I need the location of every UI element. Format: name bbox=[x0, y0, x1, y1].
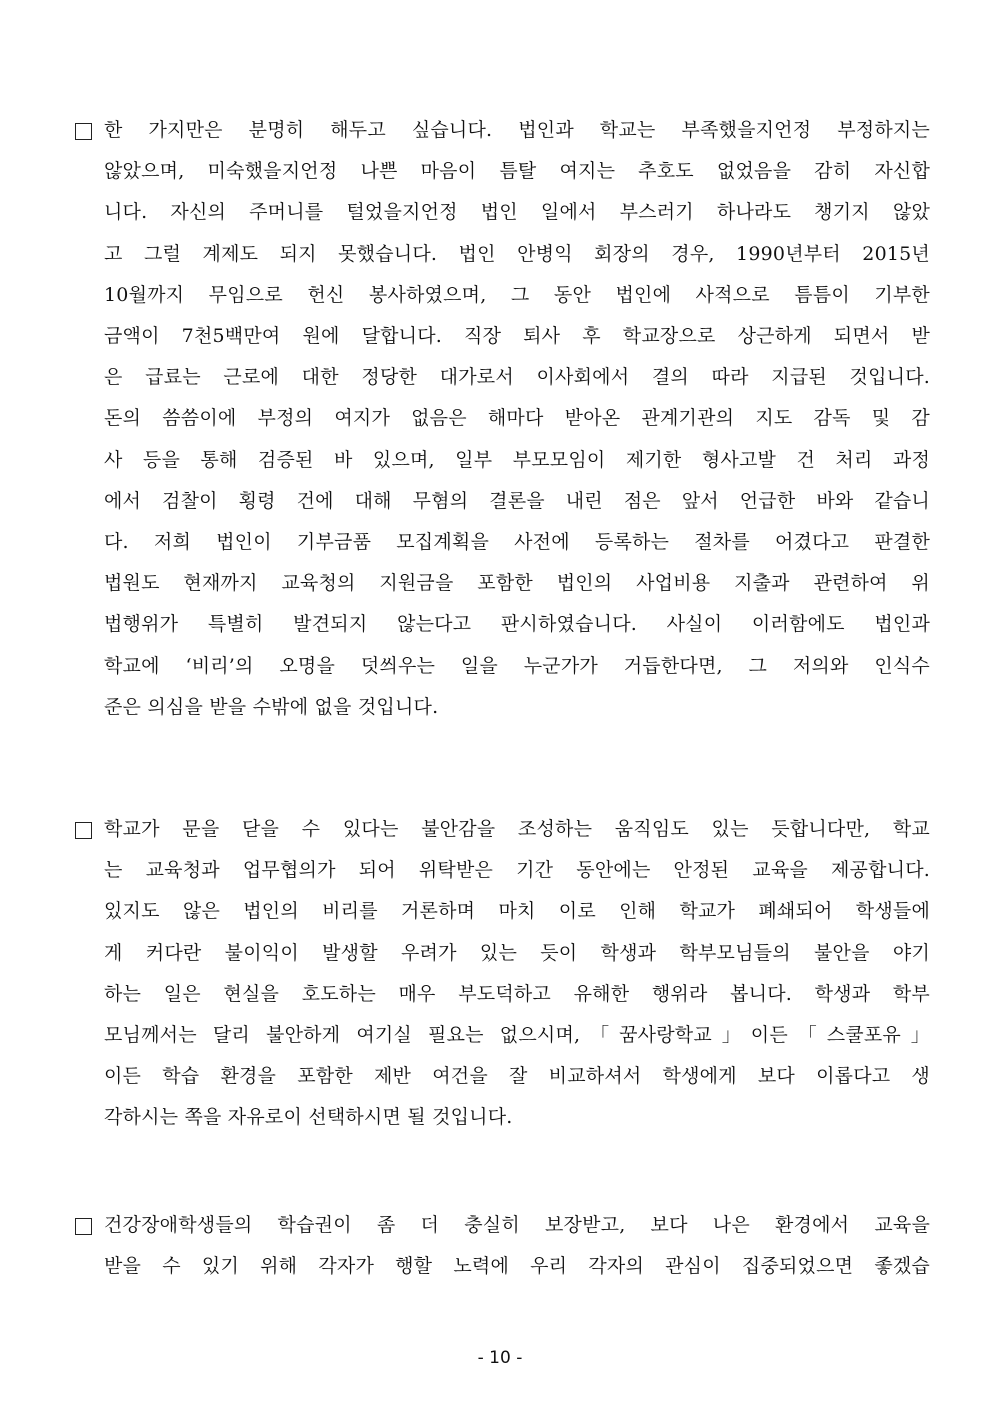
paragraph-line: 게 커다란 불이익이 발생할 우려가 있는 듯이 학생과 학부모님들의 불안을 야기 bbox=[104, 942, 931, 964]
paragraph-line: 건강장애학생들의 학습권이 좀 더 충실히 보장받고, 보다 나은 환경에서 교육을 bbox=[104, 1214, 930, 1236]
paragraph-line: 고 그럴 계제도 되지 못했습니다. 법인 안병익 회장의 경우, 1990년부터 2015년 bbox=[104, 243, 930, 265]
paragraph-line: 사 등을 통해 검증된 바 있으며, 일부 부모모임이 제기한 형사고발 건 처리 과정 bbox=[104, 449, 930, 471]
paragraph-line: 니다. 자신의 주머니를 털었을지언정 법인 일에서 부스러기 하나라도 챙기지 않았 bbox=[104, 201, 930, 223]
paragraph-line: 있지도 않은 법인의 비리를 거론하며 마치 이로 인해 학교가 폐쇄되어 학생들에 bbox=[104, 900, 931, 922]
paragraph-line: 은 급료는 근로에 대한 정당한 대가로서 이사회에서 결의 따라 지급된 것입니다. bbox=[104, 366, 930, 388]
paragraph-line: 법행위가 특별히 발견되지 않는다고 판시하였습니다. 사실이 이러함에도 법인과 bbox=[104, 613, 930, 635]
paragraph-line: 각하시는 쪽을 자유로이 선택하시면 될 것입니다. bbox=[104, 1106, 513, 1128]
paragraph-line: 한 가지만은 분명히 해두고 싶습니다. 법인과 학교는 부족했을지언정 부정하지는 bbox=[104, 119, 930, 141]
paragraph-line: 학교가 문을 닫을 수 있다는 불안감을 조성하는 움직임도 있는 듯합니다만, 학교 bbox=[104, 818, 930, 840]
page-number: - 10 - bbox=[477, 1348, 523, 1368]
paragraph-line: 받을 수 있기 위해 각자가 행할 노력에 우리 각자의 관심이 집중되었으면 좋겠습 bbox=[104, 1255, 930, 1277]
checkbox-bullet-icon bbox=[75, 1218, 92, 1235]
paragraph-line: 이든 학습 환경을 포함한 제반 여건을 잘 비교하셔서 학생에게 보다 이롭다고 생 bbox=[104, 1065, 930, 1087]
paragraph-line: 않았으며, 미숙했을지언정 나쁜 마음이 틈탈 여지는 추호도 없었음을 감히 자신합 bbox=[104, 160, 930, 182]
paragraph-line: 법원도 현재까지 교육청의 지원금을 포함한 법인의 사업비용 지출과 관련하여 위 bbox=[104, 572, 930, 594]
checkbox-bullet-icon bbox=[75, 123, 92, 140]
checkbox-bullet-icon bbox=[75, 822, 92, 839]
paragraph-line: 금액이 7천5백만여 원에 달합니다. 직장 퇴사 후 학교장으로 상근하게 되면서 받 bbox=[104, 325, 930, 347]
paragraph-line: 모님께서는 달리 불안하게 여기실 필요는 없으시며,「꿈사랑학교」이든「스쿨포유」 bbox=[104, 1024, 930, 1046]
paragraph-line: 돈의 씀씀이에 부정의 여지가 없음은 해마다 받아온 관계기관의 지도 감독 및 감 bbox=[104, 407, 930, 429]
paragraph-line: 에서 검찰이 횡령 건에 대해 무혐의 결론을 내린 점은 앞서 언급한 바와 같습니 bbox=[104, 490, 930, 512]
paragraph-line: 10월까지 무임으로 헌신 봉사하였으며, 그 동안 법인에 사적으로 틈틈이 기부한 bbox=[104, 284, 930, 306]
paragraph-line: 다. 저희 법인이 기부금품 모집계획을 사전에 등록하는 절차를 어겼다고 판결한 bbox=[104, 531, 930, 553]
paragraph-line: 는 교육청과 업무협의가 되어 위탁받은 기간 동안에는 안정된 교육을 제공합니다. bbox=[104, 859, 930, 881]
paragraph-line: 학교에 ‘비리’의 오명을 덧씌우는 일을 누군가가 거듭한다면, 그 저의와 인식수 bbox=[104, 655, 930, 677]
paragraph-line: 하는 일은 현실을 호도하는 매우 부도덕하고 유해한 행위라 봅니다. 학생과 학부 bbox=[104, 983, 930, 1005]
paragraph-line: 준은 의심을 받을 수밖에 없을 것입니다. bbox=[104, 696, 439, 718]
